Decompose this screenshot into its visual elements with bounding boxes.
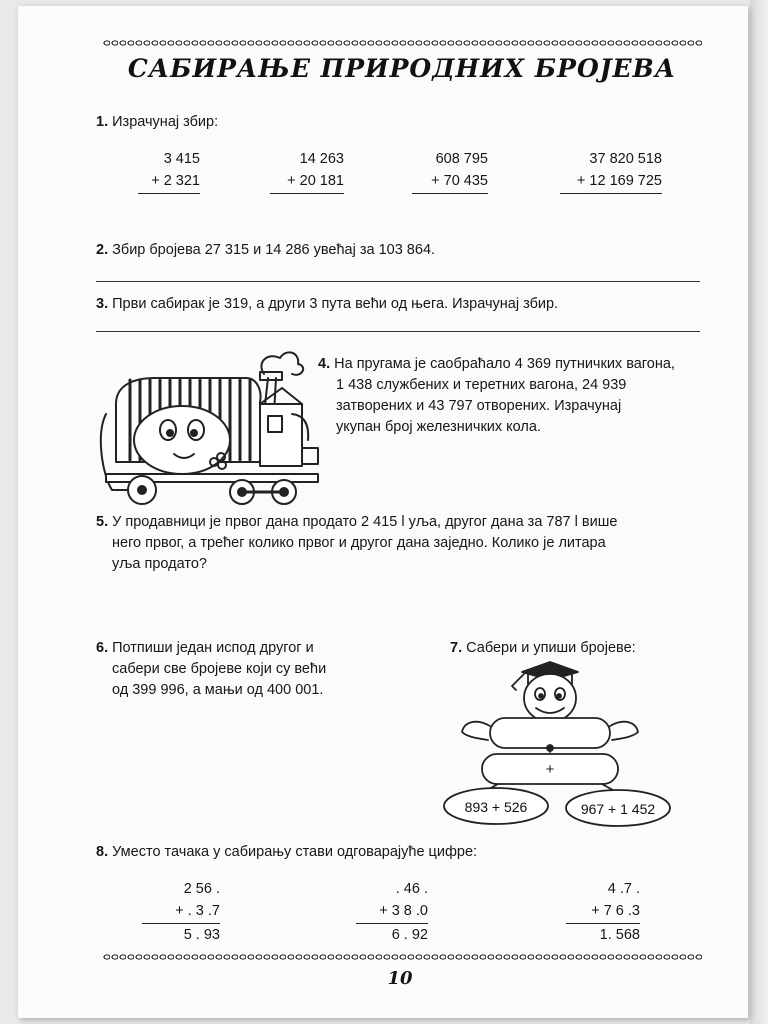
addend-top[interactable]: 4 .7 .: [607, 881, 640, 897]
task5-line: него првог, а трећег колико првог и другог дана заједно. Колико је литара: [112, 535, 606, 551]
task4-number: 4.: [318, 356, 331, 372]
task4: [318, 354, 675, 438]
task3-text: Први сабирак је 319, а други 3 пута већи од њега. Израчунај збир.: [112, 296, 559, 312]
task4-line: На пругама је саобраћало 4 369 путничких вагона,: [334, 356, 675, 372]
task3-number: 3.: [96, 296, 109, 312]
task1-sum-3: [412, 148, 488, 194]
addend-bottom: + 70 435: [412, 170, 488, 194]
task6-line: сабери све бројеве који су већи: [112, 661, 327, 677]
task7-heading: [450, 638, 636, 658]
task5-number: 5.: [96, 514, 109, 530]
train-illustration: [96, 344, 324, 510]
result-oval-top: [490, 718, 610, 748]
task2-number: 2.: [96, 242, 109, 258]
task7-number: 7.: [450, 640, 463, 656]
task8-heading: [96, 842, 477, 862]
task7-text: Сабери и упиши бројеве:: [466, 640, 636, 656]
addend-top: 37 820 518: [589, 151, 662, 167]
task5-line: уља продато?: [112, 556, 207, 572]
task6-line: од 399 996, а мањи од 400 001.: [112, 682, 324, 698]
sum-result[interactable]: 6 . 92: [391, 927, 428, 943]
task3: [96, 294, 558, 314]
task8-text: Уместо тачака у сабирању стави одговарајуће цифре:: [112, 844, 478, 860]
right-expression: 967 + 1 452: [580, 801, 656, 817]
right-hand-icon: [610, 722, 638, 740]
task6-line: Потпиши један испод другог и: [112, 640, 314, 656]
task4-line: затворених и 43 797 отворених. Израчунај: [336, 398, 622, 414]
task1-sum-1: [138, 148, 200, 194]
task4-line: укупан број железничких кола.: [336, 419, 541, 435]
task3-answer-line[interactable]: [96, 331, 700, 332]
bottom-chain-border: [102, 952, 702, 962]
task1-text: Израчунај збир:: [112, 114, 219, 130]
addend-bottom: + 20 181: [270, 170, 344, 194]
task8-number: 8.: [96, 844, 109, 860]
task8-sum-1: [142, 878, 220, 946]
addend-bottom: + 2 321: [138, 170, 200, 194]
addend-top: 3 415: [163, 151, 200, 167]
task1-number: 1.: [96, 114, 109, 130]
addend-top[interactable]: . 46 .: [395, 881, 428, 897]
left-hand-icon: [462, 722, 490, 740]
middle-plus-sign: +: [545, 761, 555, 778]
student-figure-illustration: [440, 656, 672, 832]
task2-answer-line[interactable]: [96, 281, 700, 282]
addend-bottom[interactable]: + 7 6 .3: [566, 900, 640, 924]
addend-bottom[interactable]: + . 3 .7: [142, 900, 220, 924]
task2: [96, 240, 435, 260]
addend-bottom: + 12 169 725: [560, 170, 662, 194]
left-expression: 893 + 526: [464, 799, 528, 815]
task6: [96, 638, 326, 701]
sum-result[interactable]: 1. 568: [599, 927, 640, 943]
page-number: 10: [387, 968, 413, 989]
task6-number: 6.: [96, 640, 109, 656]
page-title: САБИРАЊЕ ПРИРОДНИХ БРОЈЕВА: [127, 54, 677, 83]
task4-line: 1 438 службених и теретних вагона, 24 939: [336, 377, 627, 393]
task5: [96, 512, 617, 575]
top-chain-border: [102, 38, 702, 48]
task1-heading: [96, 112, 218, 132]
task8-sum-2: [356, 878, 428, 946]
page-edge: [750, 0, 768, 1024]
task2-text: Збир бројева 27 315 и 14 286 увећај за 103 864.: [112, 242, 436, 258]
addend-bottom[interactable]: + 3 8 .0: [356, 900, 428, 924]
addend-top: 608 795: [435, 151, 488, 167]
addend-top: 14 263: [299, 151, 344, 167]
task8-sum-3: [566, 878, 640, 946]
sum-result[interactable]: 5 . 93: [183, 927, 220, 943]
task1-sum-2: [270, 148, 344, 194]
task5-line: У продавници је првог дана продато 2 415 l уља, другог дана за 787 l више: [112, 514, 618, 530]
task1-sum-4: [560, 148, 662, 194]
addend-top[interactable]: 2 56 .: [183, 881, 220, 897]
